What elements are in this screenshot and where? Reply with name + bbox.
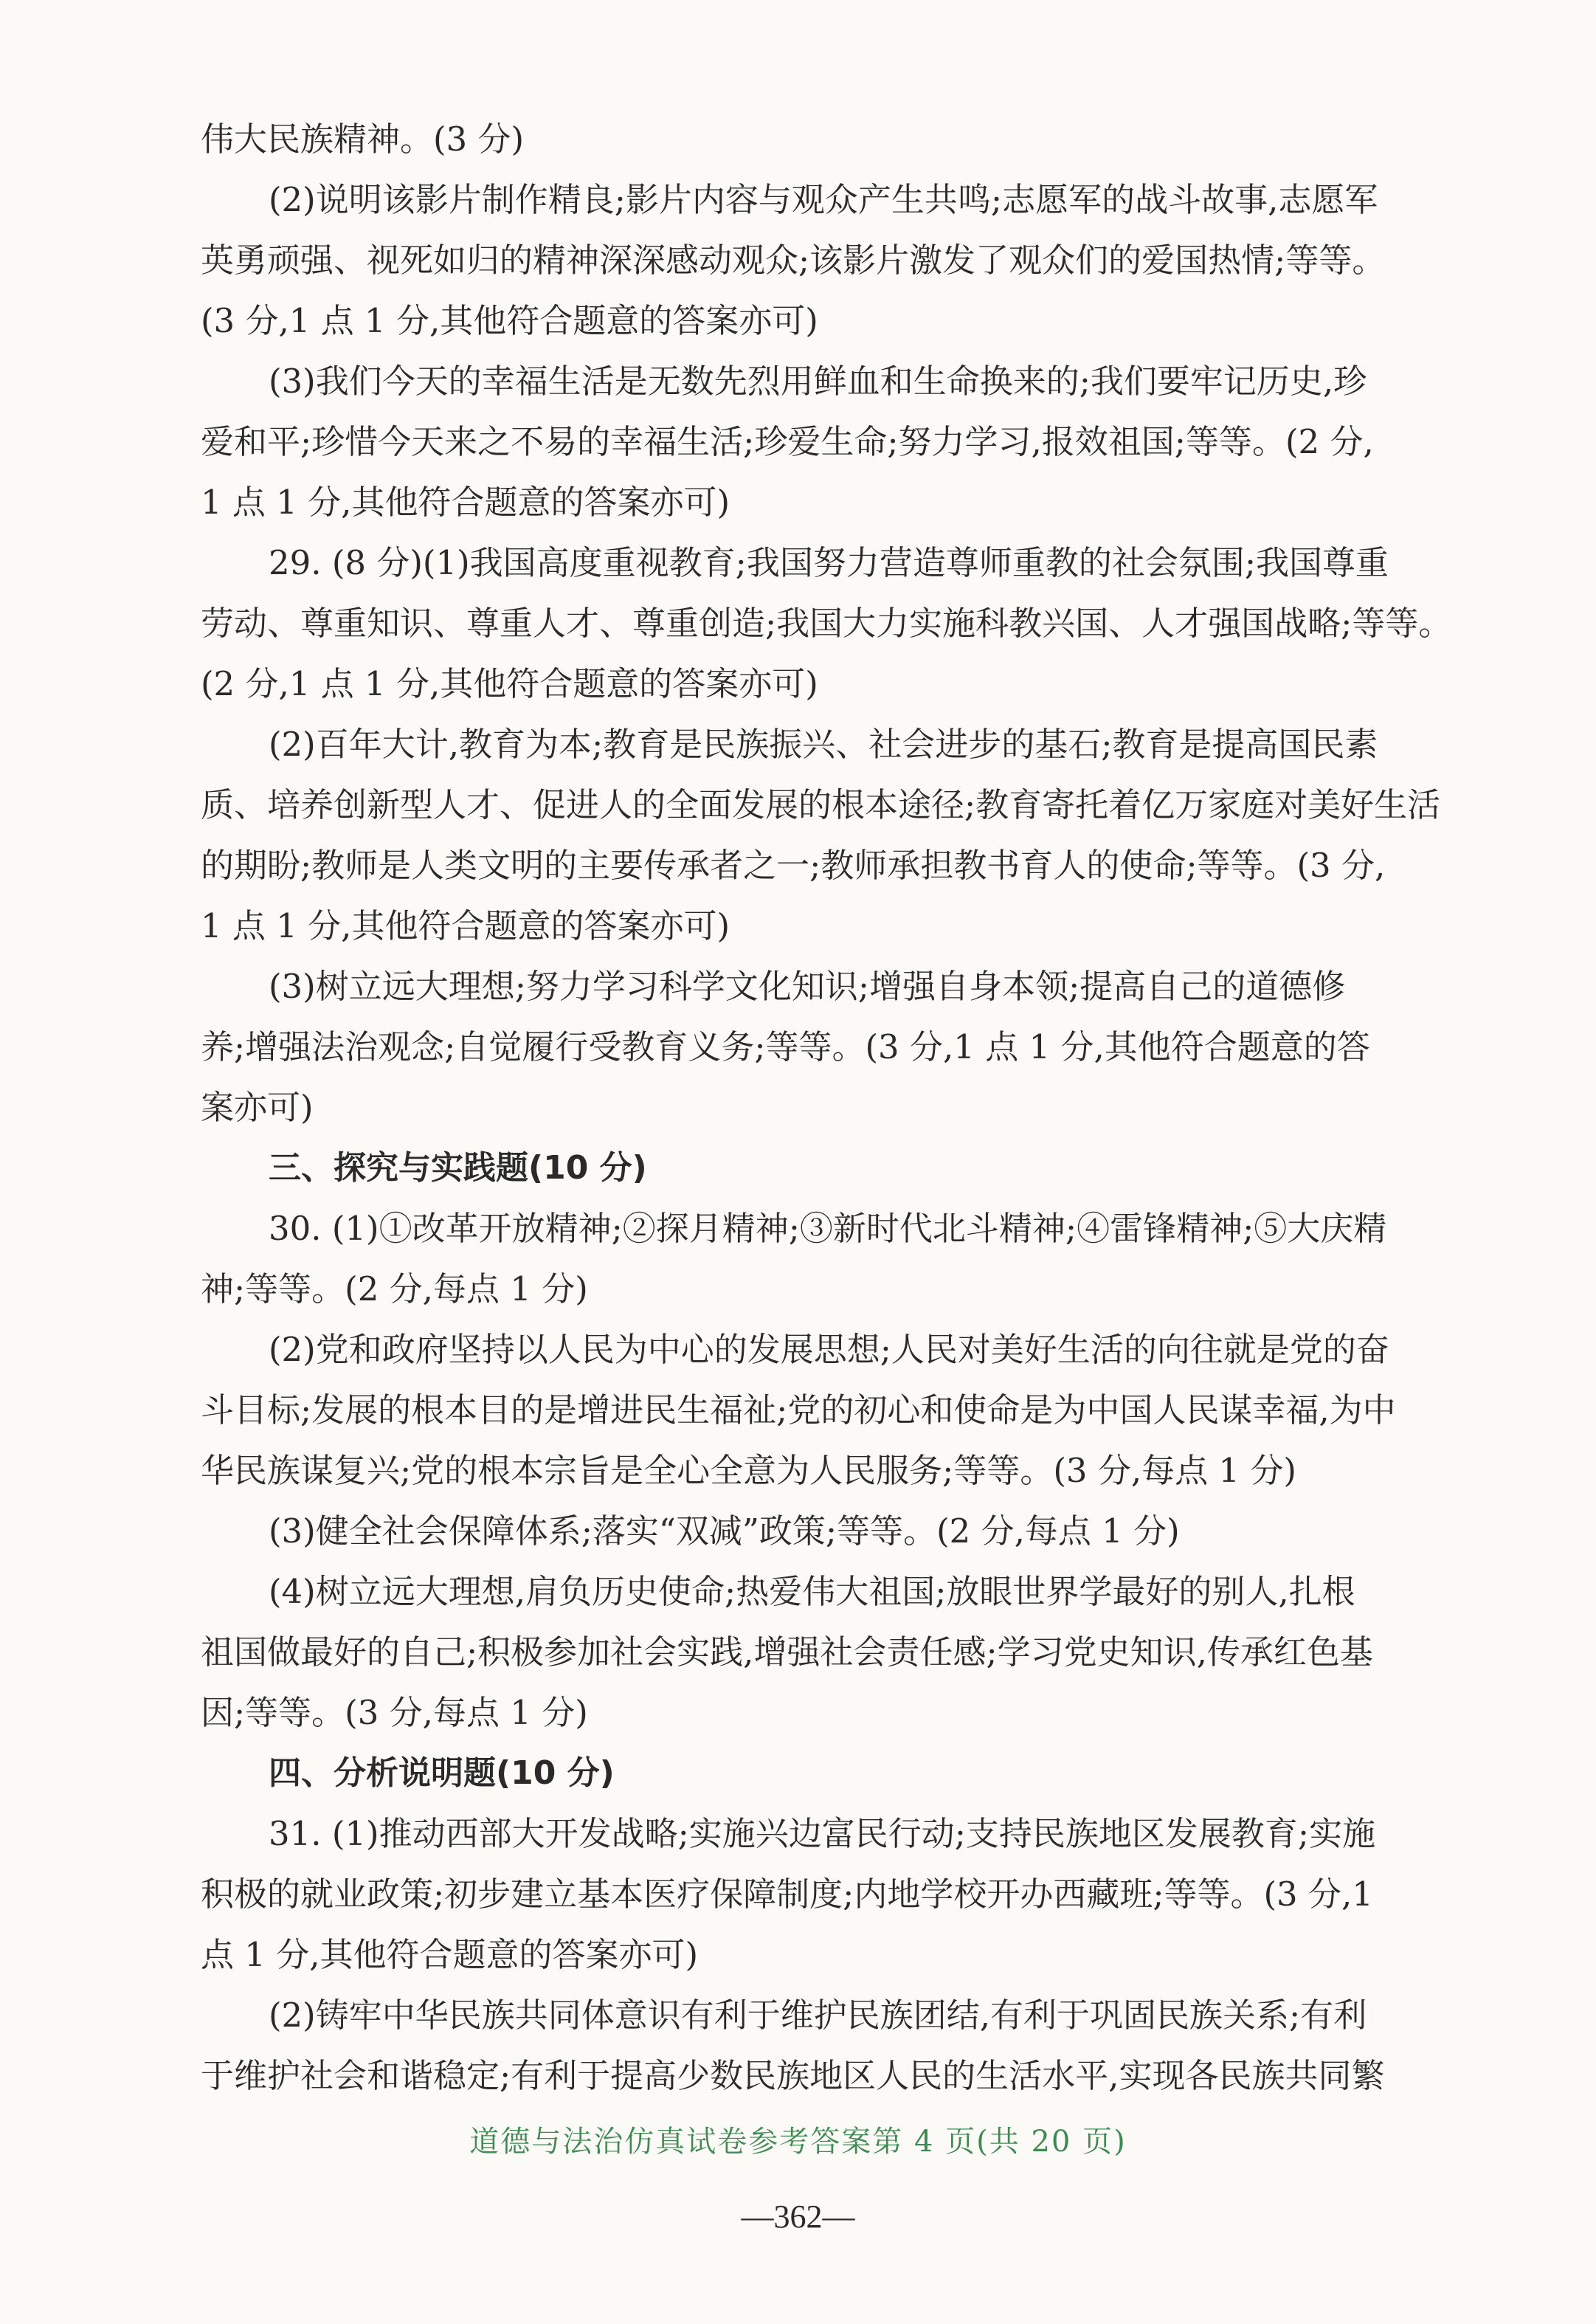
text-line: 积极的就业政策;初步建立基本医疗保障制度;内地学校开办西藏班;等等。(3 分,1: [201, 1875, 1373, 1914]
text-line: (3)树立远大理想;努力学习科学文化知识;增强自身本领;提高自己的道德修: [269, 967, 1346, 1006]
text-line: 31. (1)推动西部大开发战略;实施兴边富民行动;支持民族地区发展教育;实施: [269, 1814, 1376, 1853]
text-line: (3)我们今天的幸福生活是无数先烈用鲜血和生命换来的;我们要牢记历史,珍: [269, 362, 1367, 401]
section-heading: 三、探究与实践题(10 分): [269, 1149, 647, 1187]
footer-title: 道德与法治仿真试卷参考答案第 4 页(共 20 页): [469, 2125, 1127, 2159]
text-line: (2 分,1 点 1 分,其他符合题意的答案亦可): [201, 664, 818, 703]
text-line: 劳动、尊重知识、尊重人才、尊重创造;我国大力实施科教兴国、人才强国战略;等等。: [201, 604, 1452, 643]
text-line: 1 点 1 分,其他符合题意的答案亦可): [201, 906, 730, 945]
text-line: 1 点 1 分,其他符合题意的答案亦可): [201, 483, 730, 522]
text-line: 案亦可): [201, 1088, 314, 1127]
text-line: 神;等等。(2 分,每点 1 分): [201, 1269, 588, 1308]
text-line: 30. (1)①改革开放精神;②探月精神;③新时代北斗精神;④雷锋精神;⑤大庆精: [269, 1209, 1387, 1248]
text-line: 因;等等。(3 分,每点 1 分): [201, 1693, 588, 1732]
text-line: 的期盼;教师是人类文明的主要传承者之一;教师承担教书育人的使命;等等。(3 分,: [201, 846, 1386, 885]
page-number: —362—: [741, 2199, 855, 2235]
text-line: (2)百年大计,教育为本;教育是民族振兴、社会进步的基石;教育是提高国民素: [269, 725, 1378, 764]
text-line: 29. (8 分)(1)我国高度重视教育;我国努力营造尊师重教的社会氛围;我国尊重: [269, 543, 1389, 582]
text-line: (3)健全社会保障体系;落实“双减”政策;等等。(2 分,每点 1 分): [269, 1511, 1180, 1551]
text-line: 英勇顽强、视死如归的精神深深感动观众;该影片激发了观众们的爱国热情;等等。: [201, 241, 1386, 280]
text-line: 祖国做最好的自己;积极参加社会实践,增强社会责任感;学习党史知识,传承红色基: [201, 1632, 1373, 1672]
text-line: 爱和平;珍惜今天来之不易的幸福生活;珍爱生命;努力学习,报效祖国;等等。(2 分,: [201, 422, 1374, 461]
text-line: 华民族谋复兴;党的根本宗旨是全心全意为人民服务;等等。(3 分,每点 1 分): [201, 1451, 1296, 1490]
answer-text-body: [201, 109, 1492, 2106]
text-line: (4)树立远大理想,肩负历史使命;热爱伟大祖国;放眼世界学最好的别人,扎根: [269, 1572, 1355, 1611]
section-heading: 四、分析说明题(10 分): [269, 1754, 615, 1792]
text-line: (2)铸牢中华民族共同体意识有利于维护民族团结,有利于巩固民族关系;有利: [269, 1996, 1367, 2035]
text-line: 伟大民族精神。(3 分): [201, 120, 525, 159]
text-line: 质、培养创新型人才、促进人的全面发展的根本途径;教育寄托着亿万家庭对美好生活: [201, 785, 1441, 824]
text-line: (2)党和政府坚持以人民为中心的发展思想;人民对美好生活的向往就是党的奋: [269, 1330, 1389, 1369]
text-line: 点 1 分,其他符合题意的答案亦可): [201, 1935, 699, 1974]
text-line: (3 分,1 点 1 分,其他符合题意的答案亦可): [201, 301, 818, 340]
text-line: 养;增强法治观念;自觉履行受教育义务;等等。(3 分,1 点 1 分,其他符合题意的答: [201, 1027, 1370, 1066]
text-line: 于维护社会和谐稳定;有利于提高少数民族地区人民的生活水平,实现各民族共同繁: [201, 2056, 1385, 2095]
text-line: 斗目标;发展的根本目的是增进民生福祉;党的初心和使命是为中国人民谋幸福,为中: [201, 1390, 1396, 1430]
text-line: (2)说明该影片制作精良;影片内容与观众产生共鸣;志愿军的战斗故事,志愿军: [269, 180, 1378, 219]
